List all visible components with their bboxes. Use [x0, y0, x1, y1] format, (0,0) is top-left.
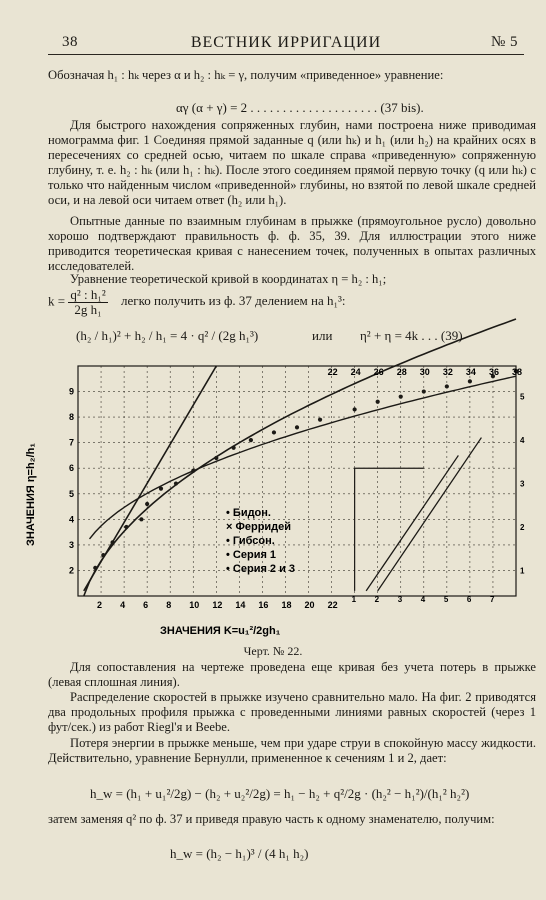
inset-x-tick-label: 4 [420, 594, 426, 604]
inset-x-tick-label: 5 [443, 594, 449, 604]
equation-37bis: αγ (α + γ) = 2 . . . . . . . . . . . . . . . . . . . . (37 bis). [176, 100, 424, 115]
y-tick-label: 4 [69, 514, 75, 525]
jump-chart [25, 356, 540, 656]
data-point-2 [249, 438, 253, 442]
chart-curves [84, 319, 516, 596]
y-tick-label: 8 [69, 412, 75, 423]
page-header [48, 30, 524, 55]
data-point-0 [139, 517, 143, 521]
data-point-1 [145, 502, 149, 506]
legend-item-series23: • Серия 2 и 3 [226, 563, 296, 575]
x-axis-label: ЗНАЧЕНИЯ K=u₁²/2gh₁ [160, 625, 281, 637]
data-point-1 [174, 481, 178, 485]
data-point-2 [318, 418, 322, 422]
top-x-tick-label: 36 [488, 367, 499, 377]
data-point-0 [124, 525, 128, 529]
y-tick-label: 7 [69, 437, 75, 448]
top-x-tick-label: 34 [465, 367, 476, 377]
data-point-1 [191, 469, 195, 473]
data-point-2 [295, 425, 299, 429]
top-x-tick-label: 28 [396, 367, 407, 377]
y-tick-label: 9 [69, 386, 75, 397]
data-point-1 [159, 487, 163, 491]
equation-hw: h_w = (h₁ + u₁²/2g) − (h₂ + u₂²/2g) = h₁ − h₂ + q²/2g · (h₂² − h₁²)/(h₁² h₂²) [90, 786, 470, 801]
legend-item-series1: • Серия 1 [226, 549, 277, 561]
legend-item-gibson: • Гибсон. [226, 535, 275, 547]
issue-number: № 5 [490, 34, 518, 50]
paragraph-experimental: Опытные данные по взаимным глубинам в прыжке (прямоугольное русло) довольно хорошо подтверждают правильность ф. ф. 35, 39. Для иллюстрации этого ниже приводится теоретическая кривая с нанесением точек, полученных в опытах различных исследователей. [48, 214, 536, 273]
top-x-tick-label: 30 [419, 367, 430, 377]
equation-k-fraction [68, 288, 107, 317]
inset-x-tick-label: 1 [351, 594, 357, 604]
inset-y-tick-label: 3 [520, 479, 525, 489]
paragraph-velocity: Распределение скоростей в прыжке изучено сравнительно мало. На фиг. 2 приводятся два продольных профиля прыжка с проведенными линиями равных скоростей (через 1 фут/сек.) из работ Riegl'я и Beebe. [48, 690, 536, 734]
chart-points [93, 369, 518, 570]
data-point-2 [272, 430, 276, 434]
upper-curve [90, 376, 517, 539]
top-x-tick-label: 38 [512, 367, 523, 377]
data-point-1 [214, 456, 218, 460]
top-x-tick-label: 26 [373, 367, 384, 377]
equation-39-left: (h₂ / h₁)² + h₂ / h₁ = 4 · q² / (2g h₁³) [76, 328, 259, 343]
chart-grid [78, 366, 516, 596]
equation-k-numerator: q² : h₁² [70, 287, 106, 302]
inset-line-2 [378, 438, 482, 591]
inset-x-tick-label: 6 [466, 594, 472, 604]
x-tick-label: 14 [235, 600, 246, 610]
equation-k-denominator: 2g h₁ [74, 302, 102, 317]
data-point-0 [93, 566, 97, 570]
x-tick-label: 16 [258, 600, 269, 610]
inset-y-tick-label: 5 [520, 392, 525, 402]
paragraph-energy-loss: Потеря энергии в прыжке меньше, чем при ударе струи в спокойную массу жидкости. Действительно, уравнение Бернулли, примененное к сечениям 1 и 2, дает: [48, 736, 536, 765]
chart-legend [226, 507, 295, 575]
top-x-tick-label: 32 [442, 367, 453, 377]
data-point-3 [422, 389, 426, 393]
x-tick-label: 12 [212, 600, 223, 610]
journal-title: ВЕСТНИК ИРРИГАЦИИ [190, 34, 382, 51]
paragraph-curve-equation: Уравнение теоретической кривой в координатах η = h₂ : h₁; [70, 272, 387, 286]
figure-caption: Черт. № 22. [243, 644, 303, 658]
data-point-3 [376, 400, 380, 404]
paragraph-comparison: Для сопоставления на чертеже проведена еще кривая без учета потерь в прыжке (левая сплошная линия). [48, 660, 536, 689]
inset-x-tick-label: 2 [374, 594, 380, 604]
inset-y-tick-label: 1 [520, 566, 525, 576]
data-point-3 [399, 395, 403, 399]
paragraph-substitution: затем заменяя q² по ф. 37 и приведя правую часть к одному знаменателю, получим: [48, 812, 495, 826]
paragraph-nomogram: Для быстрого нахождения сопряженных глубин, нами построена ниже приводимая номограмма фиг. 1 Соединяя прямой заданные q (или hₖ) и h₁ (или h₂) на крайних осях в пересечениях со средней осью, читаем по шкале справа «приведенную» сопряженную глубину, т. е. h₂ : hₖ (или h₁ : hₖ). После этого соединяем прямой первую точку (q или hₖ) с только что найденным числом «приведенной» глубины, но взятой по левой шкале средней оси, и на левой оси читаем ответ (h₂ или h₁). [48, 118, 536, 207]
chart-ticks [69, 367, 525, 610]
data-point-0 [110, 540, 114, 544]
inset-y-tick-label: 2 [520, 523, 525, 532]
y-tick-label: 2 [69, 565, 75, 576]
x-tick-label: 8 [166, 600, 172, 610]
x-tick-label: 10 [189, 600, 200, 610]
y-tick-label: 5 [69, 488, 75, 499]
x-tick-label: 20 [304, 600, 315, 610]
data-point-0 [101, 553, 105, 557]
x-tick-label: 18 [281, 600, 292, 610]
equation-k [48, 288, 346, 317]
legend-item-bidon: • Бидон. [226, 507, 271, 519]
y-tick-label: 3 [69, 539, 75, 550]
x-tick-label: 4 [120, 600, 126, 610]
data-point-4 [445, 384, 449, 388]
legend-item-ferriday: × Ферридей [226, 521, 292, 533]
plot-frame [78, 366, 516, 596]
equation-39-or: или [312, 328, 333, 343]
paragraph-intro: Обозначая h₁ : hₖ через α и h₂ : hₖ = γ, получим «приведенное» уравнение: [48, 68, 444, 82]
x-tick-label: 6 [143, 600, 149, 610]
equation-final: h_w = (h₂ − h₁)³ / (4 h₁ h₂) [170, 846, 309, 861]
equation-k-text: легко получить из ф. 37 делением на h₁³: [121, 293, 346, 309]
top-x-tick-label: 22 [327, 367, 338, 377]
data-point-4 [468, 379, 472, 383]
x-tick-label: 2 [97, 600, 103, 610]
inset-y-tick-label: 4 [520, 436, 525, 446]
equation-k-left: k = [48, 293, 66, 309]
inset-frame [355, 468, 424, 591]
y-axis-label: ЗНАЧЕНИЯ η=h₂/h₁ [25, 443, 37, 546]
inset-x-tick-label: 3 [397, 594, 403, 604]
theoretical-curve [84, 319, 516, 596]
equation-39-right: η² + η = 4k . . . (39) [360, 328, 463, 343]
x-tick-label: 22 [327, 600, 338, 610]
page-number: 38 [62, 34, 78, 50]
data-point-2 [232, 446, 236, 450]
top-x-tick-label: 24 [350, 367, 361, 377]
inset-x-tick-label: 7 [489, 594, 495, 604]
y-tick-label: 6 [69, 463, 75, 474]
data-point-3 [353, 407, 357, 411]
